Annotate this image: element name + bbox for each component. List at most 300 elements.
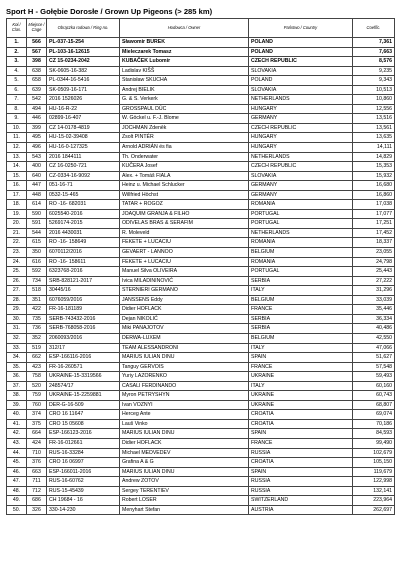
coefficient-cell: 42,550 — [353, 333, 395, 343]
country-cell: SERBIA — [249, 324, 353, 334]
owner-cell: Heinz u. Michael Schlucker — [120, 181, 249, 191]
owner-cell: Zsolt PINTÉR — [120, 133, 249, 143]
header-rank: Koł./ Clas. — [7, 19, 27, 38]
country-cell: BELGIUM — [249, 248, 353, 258]
ring-no-cell: FR-16-181189 — [47, 305, 120, 315]
rank-cell: 25. — [7, 267, 27, 277]
owner-cell: Th. Onderwater — [120, 152, 249, 162]
ring-no-cell: RO -16- 682031 — [47, 200, 120, 210]
rank-cell: 29. — [7, 305, 27, 315]
rank-cell: 13. — [7, 152, 27, 162]
rank-cell: 9. — [7, 114, 27, 124]
owner-cell: FEKETE + LUCACIU — [120, 238, 249, 248]
header-row — [7, 19, 395, 38]
owner-cell: Stanisław SKUCHA — [120, 76, 249, 86]
rank-cell: 5. — [7, 76, 27, 86]
table-row — [7, 162, 395, 172]
owner-cell: JOCHMAN Zdeněk — [120, 123, 249, 133]
table-row — [7, 410, 395, 420]
table-row — [7, 95, 395, 105]
header-ring-no: Obrączka rodowa / Ring no. — [47, 19, 120, 38]
coefficient-cell: 60,160 — [353, 381, 395, 391]
coefficient-cell: 119,679 — [353, 467, 395, 477]
country-cell: RUSSIA — [249, 477, 353, 487]
owner-cell: Lauš Vinko — [120, 419, 249, 429]
coefficient-cell: 57,548 — [353, 362, 395, 372]
table-row — [7, 190, 395, 200]
ring-no-cell: ESP-166011-2016 — [47, 467, 120, 477]
header-coefficient: Coeffic. — [353, 19, 395, 38]
table-row — [7, 286, 395, 296]
coefficient-cell: 132,141 — [353, 486, 395, 496]
rank-cell: 12. — [7, 143, 27, 153]
owner-cell: G. & S. Verkerk — [120, 95, 249, 105]
coefficient-cell: 35,446 — [353, 305, 395, 315]
rank-cell: 26. — [7, 276, 27, 286]
ring-no-cell: 312/17 — [47, 343, 120, 353]
rank-cell: 40. — [7, 410, 27, 420]
table-row — [7, 38, 395, 48]
country-cell: ITALY — [249, 343, 353, 353]
country-cell: CZECH REPUBLIC — [249, 162, 353, 172]
owner-cell: MARIUS IULIAN DINU — [120, 467, 249, 477]
cage-cell: 350 — [27, 248, 47, 258]
rank-cell: 15. — [7, 171, 27, 181]
country-cell: PORTUGAL — [249, 267, 353, 277]
coefficient-cell: 40,486 — [353, 324, 395, 334]
ring-no-cell: DER-G-16-509 — [47, 400, 120, 410]
coefficient-cell: 24,798 — [353, 257, 395, 267]
country-cell: SLOVAKIA — [249, 171, 353, 181]
country-cell: FRANCE — [249, 438, 353, 448]
cage-cell: 496 — [27, 143, 47, 153]
table-row — [7, 324, 395, 334]
country-cell: SPAIN — [249, 353, 353, 363]
table-row — [7, 219, 395, 229]
ring-no-cell: 02899-16-407 — [47, 114, 120, 124]
rank-cell: 6. — [7, 85, 27, 95]
rank-cell: 14. — [7, 162, 27, 172]
cage-cell: 374 — [27, 410, 47, 420]
rank-cell: 41. — [7, 419, 27, 429]
coefficient-cell: 18,337 — [353, 238, 395, 248]
table-row — [7, 438, 395, 448]
coefficient-cell: 16,680 — [353, 181, 395, 191]
table-row — [7, 200, 395, 210]
table-row — [7, 458, 395, 468]
table-row — [7, 391, 395, 401]
owner-cell: Andrew ZOTOV — [120, 477, 249, 487]
owner-cell: TEAM ALESSANDRONI — [120, 343, 249, 353]
table-row — [7, 133, 395, 143]
ring-no-cell: RUS-15-45439 — [47, 486, 120, 496]
coefficient-cell: 102,679 — [353, 448, 395, 458]
country-cell: SWITZERLAND — [249, 496, 353, 506]
coefficient-cell: 17,038 — [353, 200, 395, 210]
ring-no-cell: RO -16- 158649 — [47, 238, 120, 248]
rank-cell: 10. — [7, 123, 27, 133]
cage-cell: 423 — [27, 362, 47, 372]
ring-no-cell: ESP-166123-2016 — [47, 429, 120, 439]
owner-cell: Andrej BIELIK — [120, 85, 249, 95]
coefficient-cell: 23,055 — [353, 248, 395, 258]
coefficient-cell: 69,074 — [353, 410, 395, 420]
table-row — [7, 228, 395, 238]
ring-no-cell: SERB-768058-2016 — [47, 324, 120, 334]
coefficient-cell: 25,443 — [353, 267, 395, 277]
cage-cell: 712 — [27, 486, 47, 496]
country-cell: HUNGARY — [249, 143, 353, 153]
owner-cell: Herceg Ante — [120, 410, 249, 420]
table-row — [7, 314, 395, 324]
country-cell: ITALY — [249, 286, 353, 296]
ring-no-cell: CH 19684 - 16 — [47, 496, 120, 506]
owner-cell: Sergey TERENTIEV — [120, 486, 249, 496]
country-cell: BELGIUM — [249, 295, 353, 305]
cage-cell: 375 — [27, 419, 47, 429]
table-row — [7, 152, 395, 162]
cage-cell: 734 — [27, 276, 47, 286]
ring-no-cell: 051-16-71 — [47, 181, 120, 191]
table-row — [7, 66, 395, 76]
ring-no-cell: FR-16-260571 — [47, 362, 120, 372]
rank-cell: 21. — [7, 228, 27, 238]
owner-cell: Dejan NIKOLIĆ — [120, 314, 249, 324]
ring-no-cell: SK-0509-16-171 — [47, 85, 120, 95]
cage-cell: 759 — [27, 391, 47, 401]
rank-cell: 46. — [7, 467, 27, 477]
owner-cell: Ivan VOZNYI — [120, 400, 249, 410]
rank-cell: 11. — [7, 133, 27, 143]
coefficient-cell: 7,663 — [353, 47, 395, 57]
owner-cell: ODIVELAS BRAS & SERAFIM — [120, 219, 249, 229]
owner-cell: Didier HOFLACK — [120, 305, 249, 315]
coefficient-cell: 13,561 — [353, 123, 395, 133]
cage-cell: 710 — [27, 448, 47, 458]
rank-cell: 27. — [7, 286, 27, 296]
coefficient-cell: 9,235 — [353, 66, 395, 76]
table-row — [7, 343, 395, 353]
country-cell: CROATIA — [249, 419, 353, 429]
ring-no-cell: 248574/17 — [47, 381, 120, 391]
ring-no-cell: 2016 1526026 — [47, 95, 120, 105]
country-cell: RUSSIA — [249, 448, 353, 458]
rank-cell: 18. — [7, 200, 27, 210]
table-row — [7, 333, 395, 343]
country-cell: NETHERLANDS — [249, 228, 353, 238]
country-cell: POLAND — [249, 47, 353, 57]
table-row — [7, 209, 395, 219]
table-row — [7, 419, 395, 429]
owner-cell: Miki PANAJOTOV — [120, 324, 249, 334]
rank-cell: 48. — [7, 486, 27, 496]
country-cell: CROATIA — [249, 458, 353, 468]
table-row — [7, 123, 395, 133]
cage-cell: 519 — [27, 343, 47, 353]
country-cell: SERBIA — [249, 276, 353, 286]
ring-no-cell: PL-0344-16-5416 — [47, 76, 120, 86]
ring-no-cell: 2060093/2016 — [47, 333, 120, 343]
coefficient-cell: 27,222 — [353, 276, 395, 286]
results-body — [7, 38, 395, 515]
table-row — [7, 143, 395, 153]
country-cell: UKRAINE — [249, 372, 353, 382]
coefficient-cell: 9,343 — [353, 76, 395, 86]
ring-no-cell: HU-15-02-39408 — [47, 133, 120, 143]
owner-cell: FEKETE + LUCACIU — [120, 257, 249, 267]
coefficient-cell: 105,150 — [353, 458, 395, 468]
rank-cell: 33. — [7, 343, 27, 353]
rank-cell: 24. — [7, 257, 27, 267]
owner-cell: STERNIERI GERMANO — [120, 286, 249, 296]
country-cell: BELGIUM — [249, 333, 353, 343]
owner-cell: Tanguy GERVOIS — [120, 362, 249, 372]
ring-no-cell: SRB-828121-2017 — [47, 276, 120, 286]
cage-cell: 760 — [27, 400, 47, 410]
cage-cell: 592 — [27, 267, 47, 277]
owner-cell: Ivica MILADININOVIĆ — [120, 276, 249, 286]
country-cell: NETHERLANDS — [249, 152, 353, 162]
owner-cell: Menyhart Stefan — [120, 505, 249, 515]
ring-no-cell: RUS-16-33284 — [47, 448, 120, 458]
owner-cell: KUBAČEK Lubomír — [120, 57, 249, 67]
country-cell: AUSTRIA — [249, 505, 353, 515]
coefficient-cell: 15,932 — [353, 171, 395, 181]
owner-cell: MARIUS IULIAN DINU — [120, 353, 249, 363]
owner-cell: GROSSPAUL DÚC — [120, 104, 249, 114]
coefficient-cell: 10,513 — [353, 85, 395, 95]
cage-cell: 448 — [27, 190, 47, 200]
owner-cell: CASALI FERDINANDO — [120, 381, 249, 391]
owner-cell: Alex. + Tomáš FIALA — [120, 171, 249, 181]
ring-no-cell: 6070112/2016 — [47, 248, 120, 258]
rank-cell: 44. — [7, 448, 27, 458]
cage-cell: 590 — [27, 209, 47, 219]
owner-cell: Mieleczarek Tomasz — [120, 47, 249, 57]
rank-cell: 43. — [7, 438, 27, 448]
header-owner: Hodowca / Owner — [120, 19, 249, 38]
owner-cell: Arnold ADRIÁN és fia — [120, 143, 249, 153]
rank-cell: 35. — [7, 362, 27, 372]
table-row — [7, 448, 395, 458]
rank-cell: 34. — [7, 353, 27, 363]
rank-cell: 23. — [7, 248, 27, 258]
coefficient-cell: 51,627 — [353, 353, 395, 363]
rank-cell: 49. — [7, 496, 27, 506]
cage-cell: 399 — [27, 123, 47, 133]
cage-cell: 351 — [27, 295, 47, 305]
owner-cell: JANSSENS Eddy — [120, 295, 249, 305]
cage-cell: 658 — [27, 76, 47, 86]
owner-cell: Grafina A & G — [120, 458, 249, 468]
table-row — [7, 171, 395, 181]
table-row — [7, 429, 395, 439]
owner-cell: KUČERA Josef — [120, 162, 249, 172]
owner-cell: TATAR + ROGOZ — [120, 200, 249, 210]
owner-cell: Manuel Silva OLIVEIRA — [120, 267, 249, 277]
coefficient-cell: 36,334 — [353, 314, 395, 324]
owner-cell: Robert LOSER — [120, 496, 249, 506]
coefficient-cell: 33,039 — [353, 295, 395, 305]
table-row — [7, 47, 395, 57]
cage-cell: 446 — [27, 114, 47, 124]
owner-cell: Yuriy LAZORENKO — [120, 372, 249, 382]
ring-no-cell: ESP-166116-2016 — [47, 353, 120, 363]
rank-cell: 42. — [7, 429, 27, 439]
coefficient-cell: 59,493 — [353, 372, 395, 382]
cage-cell: 376 — [27, 458, 47, 468]
owner-cell: DERWA-LUXEM — [120, 333, 249, 343]
table-row — [7, 477, 395, 487]
cage-cell: 664 — [27, 429, 47, 439]
coefficient-cell: 8,576 — [353, 57, 395, 67]
rank-cell: 30. — [7, 314, 27, 324]
coefficient-cell: 10,860 — [353, 95, 395, 105]
coefficient-cell: 84,593 — [353, 429, 395, 439]
coefficient-cell: 70,186 — [353, 419, 395, 429]
country-cell: RUSSIA — [249, 486, 353, 496]
owner-cell: Didier HOFLACK — [120, 438, 249, 448]
table-row — [7, 276, 395, 286]
table-row — [7, 76, 395, 86]
table-row — [7, 467, 395, 477]
coefficient-cell: 47,066 — [353, 343, 395, 353]
rank-cell: 2. — [7, 47, 27, 57]
country-cell: ROMANIA — [249, 257, 353, 267]
rank-cell: 16. — [7, 181, 27, 191]
owner-cell: JOAQUIM GRANJA & FILHO — [120, 209, 249, 219]
ring-no-cell: SK-0605-16-382 — [47, 66, 120, 76]
coefficient-cell: 14,111 — [353, 143, 395, 153]
table-row — [7, 295, 395, 305]
cage-cell: 735 — [27, 314, 47, 324]
rank-cell: 3. — [7, 57, 27, 67]
cage-cell: 640 — [27, 171, 47, 181]
country-cell: SPAIN — [249, 467, 353, 477]
country-cell: ROMANIA — [249, 238, 353, 248]
ring-no-cell: CZ 14-0178-4819 — [47, 123, 120, 133]
cage-cell: 398 — [27, 57, 47, 67]
country-cell: FRANCE — [249, 305, 353, 315]
country-cell: SERBIA — [249, 314, 353, 324]
table-row — [7, 248, 395, 258]
cage-cell: 520 — [27, 381, 47, 391]
country-cell: SPAIN — [249, 429, 353, 439]
cage-cell: 424 — [27, 438, 47, 448]
owner-cell: Michael MEDVEDEV — [120, 448, 249, 458]
ring-no-cell: CZ 16-0250-721 — [47, 162, 120, 172]
cage-cell: 544 — [27, 228, 47, 238]
table-row — [7, 104, 395, 114]
cage-cell: 736 — [27, 324, 47, 334]
cage-cell: 711 — [27, 477, 47, 487]
cage-cell: 615 — [27, 238, 47, 248]
coefficient-cell: 122,998 — [353, 477, 395, 487]
country-cell: ITALY — [249, 381, 353, 391]
rank-cell: 1. — [7, 38, 27, 48]
rank-cell: 31. — [7, 324, 27, 334]
ring-no-cell: 2016 1844111 — [47, 152, 120, 162]
country-cell: UKRAINE — [249, 391, 353, 401]
header-cage: Miejsce / Cage — [27, 19, 47, 38]
coefficient-cell: 12,556 — [353, 104, 395, 114]
coefficient-cell: 99,490 — [353, 438, 395, 448]
cage-cell: 326 — [27, 505, 47, 515]
ring-no-cell: 30445/16 — [47, 286, 120, 296]
table-row — [7, 381, 395, 391]
ring-no-cell: HU-16-0-127325 — [47, 143, 120, 153]
table-row — [7, 400, 395, 410]
country-cell: HUNGARY — [249, 133, 353, 143]
ring-no-cell: CRO 15 05608 — [47, 419, 120, 429]
table-row — [7, 257, 395, 267]
ring-no-cell: CRO 16 11647 — [47, 410, 120, 420]
owner-cell: Myron PETRYSHYN — [120, 391, 249, 401]
cage-cell: 758 — [27, 372, 47, 382]
ring-no-cell: CZ 15-0234-2042 — [47, 57, 120, 67]
table-row — [7, 353, 395, 363]
country-cell: GERMANY — [249, 190, 353, 200]
table-row — [7, 496, 395, 506]
cage-cell: 639 — [27, 85, 47, 95]
ring-no-cell: FR-16-012661 — [47, 438, 120, 448]
ring-no-cell: 2016 4430031 — [47, 228, 120, 238]
country-cell: HUNGARY — [249, 104, 353, 114]
country-cell: UKRAINE — [249, 400, 353, 410]
table-row — [7, 238, 395, 248]
coefficient-cell: 223,964 — [353, 496, 395, 506]
country-cell: GERMANY — [249, 181, 353, 191]
coefficient-cell: 14,829 — [353, 152, 395, 162]
country-cell: PORTUGAL — [249, 219, 353, 229]
country-cell: ROMANIA — [249, 200, 353, 210]
country-cell: PORTUGAL — [249, 209, 353, 219]
ring-no-cell: 330-14-230 — [47, 505, 120, 515]
cage-cell: 662 — [27, 353, 47, 363]
cage-cell: 352 — [27, 333, 47, 343]
document-title: Sport H - Gołębie Dorosłe / Grown Up Pigeons (> 285 km) — [6, 7, 213, 16]
rank-cell: 7. — [7, 95, 27, 105]
cage-cell: 495 — [27, 133, 47, 143]
coefficient-cell: 16,860 — [353, 190, 395, 200]
country-cell: FRANCE — [249, 362, 353, 372]
cage-cell: 616 — [27, 257, 47, 267]
cage-cell: 663 — [27, 467, 47, 477]
table-row — [7, 505, 395, 515]
ring-no-cell: RO -16- 158611 — [47, 257, 120, 267]
rank-cell: 19. — [7, 209, 27, 219]
owner-cell: R. Moleveld — [120, 228, 249, 238]
ring-no-cell: UKRAINE-15-3319566 — [47, 372, 120, 382]
ring-no-cell: CRO 16 06997 — [47, 458, 120, 468]
country-cell: GERMANY — [249, 114, 353, 124]
rank-cell: 38. — [7, 391, 27, 401]
owner-cell: Sławomir BUREK — [120, 38, 249, 48]
table-row — [7, 114, 395, 124]
country-cell: POLAND — [249, 38, 353, 48]
cage-cell: 494 — [27, 104, 47, 114]
table-row — [7, 181, 395, 191]
table-row — [7, 372, 395, 382]
coefficient-cell: 13,516 — [353, 114, 395, 124]
ring-no-cell: CZ-0334-16-9092 — [47, 171, 120, 181]
rank-cell: 8. — [7, 104, 27, 114]
rank-cell: 45. — [7, 458, 27, 468]
table-row — [7, 305, 395, 315]
cage-cell: 638 — [27, 66, 47, 76]
cage-cell: 591 — [27, 219, 47, 229]
coefficient-cell: 17,452 — [353, 228, 395, 238]
